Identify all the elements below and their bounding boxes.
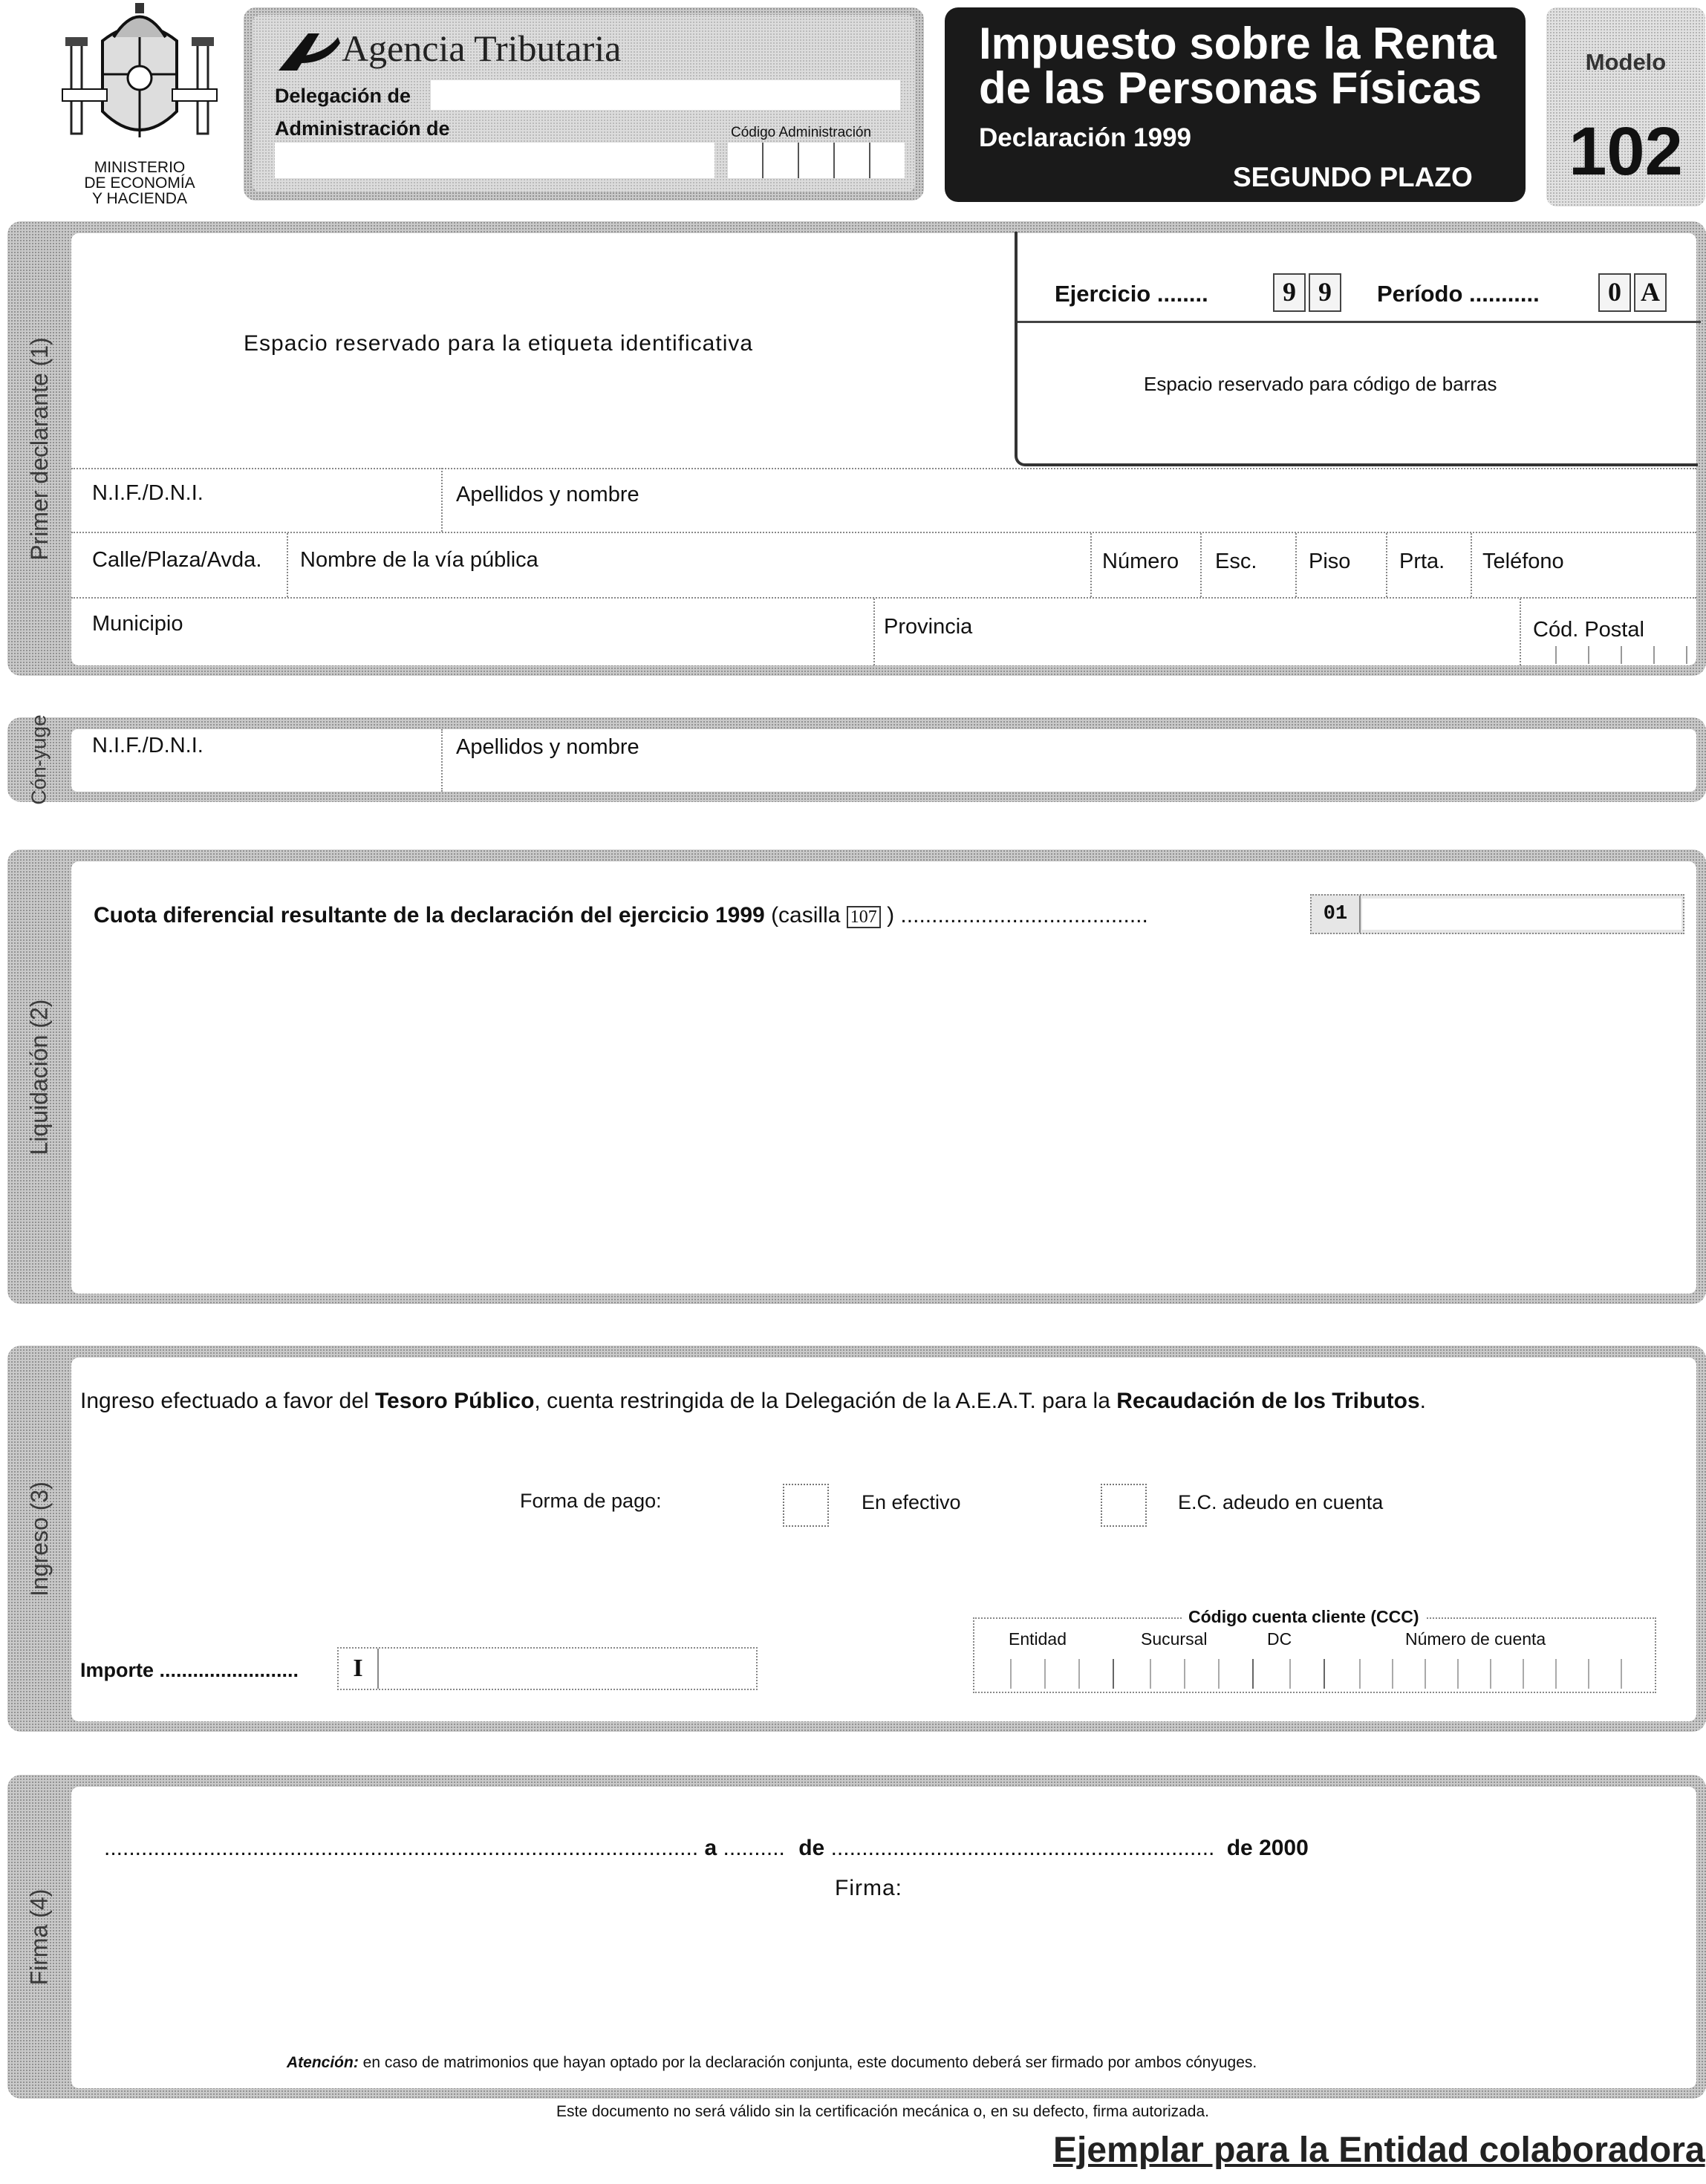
fecha-de-2000: de 2000: [1226, 1836, 1309, 1860]
atencion-note: Atención: en caso de matrimonios que hayan optado por la declaración conjunta, este documento deberá ser firmado por ambos cónyuges.: [287, 2054, 1257, 2071]
periodo-digit-2: A: [1634, 273, 1667, 312]
fecha-a: a: [704, 1836, 717, 1860]
firma-label: Firma (4): [25, 1888, 53, 1985]
modelo-label: Modelo: [1585, 49, 1667, 75]
ccc-box: [973, 1607, 1656, 1693]
dc-label: DC: [1267, 1629, 1292, 1649]
conyuge-apellidos-field[interactable]: [450, 762, 1683, 787]
ingreso-label: Ingreso (3): [25, 1481, 53, 1597]
conyuge-apellidos-label: Apellidos y nombre: [456, 735, 639, 759]
ministry-name: MINISTERIO DE ECONOMÍA Y HACIENDA: [84, 159, 195, 207]
forma-pago-label: Forma de pago:: [520, 1490, 662, 1512]
ministry-logo: [58, 0, 221, 208]
numero-cuenta-label: Número de cuenta: [1405, 1629, 1546, 1649]
adeudo-checkbox[interactable]: [1101, 1484, 1147, 1527]
importe-field[interactable]: [337, 1647, 758, 1690]
agency-box: [244, 7, 924, 201]
periodo-label: Período ...........: [1377, 281, 1540, 307]
cuota-box-code: 01: [1312, 896, 1361, 933]
delegacion-label: Delegación de: [275, 85, 411, 107]
cuota-text: [94, 903, 1148, 928]
cuota-tail: ) ........................................: [887, 903, 1148, 928]
title-line2: de las Personas Físicas: [979, 63, 1482, 113]
etiqueta-space: Espacio reservado para la etiqueta identificativa: [244, 331, 754, 356]
importe-label: Importe .........................: [80, 1659, 299, 1681]
dc-field[interactable]: [1257, 1659, 1325, 1689]
conyuge-section: [7, 714, 1706, 805]
ccc-title: Código cuenta cliente (CCC): [1182, 1607, 1425, 1627]
firma-section: [7, 1775, 1706, 2099]
telefono-label: Teléfono: [1482, 550, 1564, 573]
tesoro-publico: Tesoro Público: [374, 1389, 535, 1413]
signature-area[interactable]: [220, 1913, 1557, 2047]
conyuge-nif-field[interactable]: [86, 762, 435, 787]
fecha-de: de: [798, 1836, 825, 1860]
numero-cuenta-field[interactable]: [1328, 1659, 1653, 1689]
modelo-box: [1546, 7, 1705, 206]
provincia-label: Provincia: [884, 615, 973, 639]
esc-label: Esc.: [1215, 550, 1257, 573]
primer-declarante-section: [7, 221, 1706, 676]
piso-label: Piso: [1309, 550, 1351, 573]
agency-name: Agencia Tributaria: [342, 27, 622, 69]
ejercicio-digit-2: 9: [1309, 273, 1341, 312]
administracion-field[interactable]: [275, 143, 714, 178]
nif-label: N.I.F./D.N.I.: [92, 481, 204, 505]
ejercicio-label: Ejercicio ........: [1055, 281, 1208, 307]
recaudacion-tributos: Recaudación de los Tributos: [1116, 1389, 1420, 1413]
casilla-107: 107: [847, 906, 881, 928]
periodo-digit-1: 0: [1598, 273, 1631, 312]
validez-note: Este documento no será válido sin la certificación mecánica o, en su defecto, firma autorizada.: [556, 2103, 1209, 2120]
agency-logo-icon: [275, 30, 342, 74]
barcode-space: Espacio reservado para código de barras: [1144, 373, 1497, 395]
modelo-number: 102: [1569, 114, 1683, 189]
cuota-casilla: (casilla: [771, 903, 841, 928]
prta-label: Prta.: [1399, 550, 1445, 573]
entidad-label: Entidad: [1009, 1629, 1067, 1649]
apellidos-label: Apellidos y nombre: [456, 483, 639, 506]
mes-dots: ..............................................................: [830, 1836, 1215, 1860]
conyuge-label: Cón-yuge: [27, 714, 51, 805]
efectivo-label: En efectivo: [862, 1491, 961, 1513]
codigo-admin-field[interactable]: [728, 143, 905, 178]
title-line1: Impuesto sobre la Renta: [979, 19, 1497, 68]
dia-dots: ..........: [723, 1836, 785, 1860]
numero-label: Número: [1102, 550, 1179, 573]
sucursal-field[interactable]: [1117, 1659, 1254, 1689]
ejercicio-barcode-box: [1015, 232, 1698, 466]
cuota-field[interactable]: [1310, 894, 1684, 934]
firma-caption: Firma:: [835, 1876, 902, 1900]
ejemplar-title: Ejemplar para la Entidad colaboradora: [1053, 2131, 1705, 2170]
apellidos-field[interactable]: [450, 508, 1683, 529]
coat-of-arms-icon: [58, 0, 221, 149]
importe-code: I: [339, 1649, 379, 1689]
codigo-admin-label: Código Administración: [731, 125, 872, 140]
sucursal-label: Sucursal: [1141, 1629, 1208, 1649]
ejercicio-digits: [1270, 273, 1341, 312]
lugar-dots: ................................................................................................: [104, 1836, 699, 1860]
ejercicio-digit-1: 9: [1273, 273, 1306, 312]
ingreso-section: [7, 1346, 1706, 1732]
plazo-label: SEGUNDO PLAZO: [1233, 162, 1473, 192]
liquidacion-label: Liquidación (2): [25, 999, 53, 1155]
conyuge-nif-label: N.I.F./D.N.I.: [92, 734, 204, 757]
efectivo-checkbox[interactable]: [783, 1484, 829, 1527]
adeudo-label: E.C. adeudo en cuenta: [1178, 1491, 1384, 1513]
entidad-field[interactable]: [977, 1659, 1114, 1689]
liquidacion-section: [7, 850, 1706, 1304]
delegacion-field[interactable]: [431, 80, 900, 110]
cod-postal-field[interactable]: [1524, 646, 1687, 664]
title-block: [945, 7, 1526, 202]
nif-field[interactable]: [86, 501, 435, 527]
calle-label: Calle/Plaza/Avda.: [92, 548, 262, 572]
cuota-bold: Cuota diferencial resultante de la declaración del ejercicio 1999: [94, 903, 765, 928]
primer-declarante-label: Primer declarante (1): [25, 336, 53, 561]
periodo-digits: [1595, 273, 1667, 312]
via-label: Nombre de la vía pública: [300, 548, 538, 572]
ingreso-text: Ingreso efectuado a favor del Tesoro Público, cuenta restringida de la Delegación de la A.E.A.T. para la Recaudación de los Tributos.: [80, 1389, 1426, 1413]
administracion-label: Administración de: [275, 117, 450, 140]
cod-postal-label: Cód. Postal: [1533, 618, 1644, 642]
municipio-label: Municipio: [92, 612, 183, 636]
fecha-line: [104, 1836, 1309, 1861]
declaracion-year: Declaración 1999: [979, 123, 1192, 152]
